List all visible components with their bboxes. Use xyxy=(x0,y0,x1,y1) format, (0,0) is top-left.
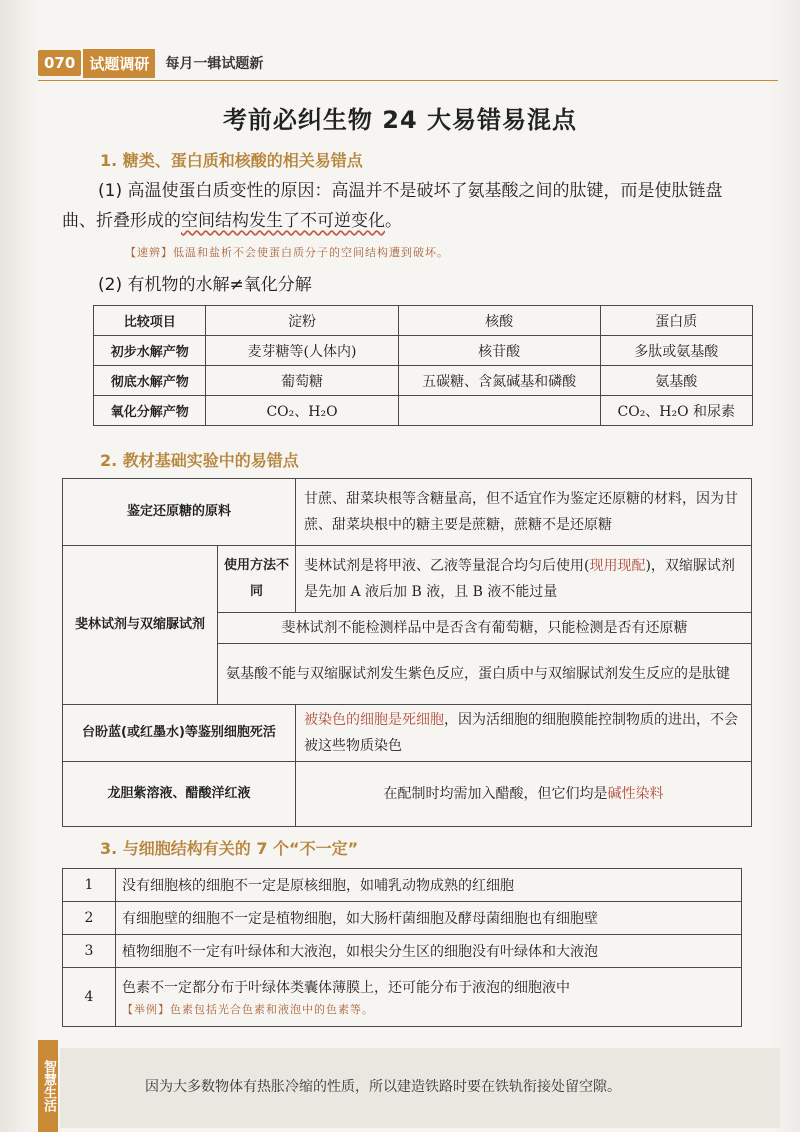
item1-text-c: 。 xyxy=(385,211,402,231)
page-title: 考前必纠生物 24 大易错易混点 xyxy=(222,106,578,134)
table-cell xyxy=(398,396,600,426)
text-emphasis: 被染色的细胞是死细胞 xyxy=(304,712,444,728)
table-row xyxy=(63,869,742,902)
footer-text: 因为大多数物体有热胀冷缩的性质，所以建造铁路时要在铁轨衔接处留空隙。 xyxy=(145,1079,621,1095)
table-cell: 多肽或氨基酸 xyxy=(600,336,752,366)
table-cell: 氨基酸 xyxy=(600,366,752,396)
table-cell: 龙胆紫溶液、醋酸洋红液 xyxy=(63,762,296,827)
table-cell: 五碳糖、含氮碱基和磷酸 xyxy=(398,366,600,396)
table-cell: 核苷酸 xyxy=(398,336,600,366)
section-heading-2: 2. 教材基础实验中的易错点 xyxy=(100,451,299,470)
table-cell: 氧化分解产物 xyxy=(94,396,206,426)
table-cell: 台盼蓝(或红墨水)等鉴别细胞死活 xyxy=(63,705,296,762)
table-cell xyxy=(116,968,742,1027)
table-row xyxy=(94,396,753,426)
text-emphasis: 碱性染料 xyxy=(607,786,664,802)
table-row xyxy=(63,546,752,613)
table-cell: 没有细胞核的细胞不一定是原核细胞，如哺乳动物成熟的红细胞 xyxy=(116,869,742,902)
item1-text-emphasis: 空间结构发生了不可逆变化 xyxy=(181,211,385,231)
table-header-cell: 比较项目 xyxy=(94,306,206,336)
table-cell xyxy=(296,546,752,613)
table-row xyxy=(94,366,753,396)
row-text: 色素不一定都分布于叶绿体类囊体薄膜上，还可能分布于液泡的细胞液中 xyxy=(122,980,570,996)
table-cell: 斐林试剂与双缩脲试剂 xyxy=(63,546,218,705)
table-row xyxy=(63,705,752,762)
text-emphasis: 现用现配 xyxy=(589,558,646,574)
table-cell: 使用方法不同 xyxy=(217,546,295,613)
table-cell: 葡萄糖 xyxy=(206,366,398,396)
table-cell xyxy=(296,762,752,827)
header-subtitle: 每月一辑试题新 xyxy=(165,56,264,72)
table-cell: 彻底水解产物 xyxy=(94,366,206,396)
table-cell: CO₂、H₂O 和尿素 xyxy=(600,396,752,426)
row-number: 2 xyxy=(63,902,116,935)
table-cell: 有细胞壁的细胞不一定是植物细胞，如大肠杆菌细胞及酵母菌细胞也有细胞壁 xyxy=(116,902,742,935)
text-span: )，双缩脲试剂是先加 A 液后加 B 液，且 B 液不能过量 xyxy=(304,558,735,600)
table-cell: 氨基酸不能与双缩脲试剂发生紫色反应，蛋白质中与双缩脲试剂发生反应的是肽键 xyxy=(217,644,751,705)
table-header-cell: 淀粉 xyxy=(206,306,398,336)
table-cell: 初步水解产物 xyxy=(94,336,206,366)
table-cell: CO₂、H₂O xyxy=(206,396,398,426)
table-cell: 麦芽糖等(人体内) xyxy=(206,336,398,366)
footer-tab: 智慧生活 xyxy=(38,1040,58,1132)
row-number: 4 xyxy=(63,968,116,1027)
text-span: 斐林试剂是将甲液、乙液等量混合均匀后使用( xyxy=(304,558,590,574)
page-header xyxy=(38,48,263,78)
table-cell: 鉴定还原糖的原料 xyxy=(63,479,296,546)
row-number: 3 xyxy=(63,935,116,968)
table-row xyxy=(63,935,742,968)
row-note: 【举例】色素包括光合色素和液泡中的色素等。 xyxy=(122,1003,374,1016)
item1-note: 【速辨】低温和盐析不会使蛋白质分子的空间结构遭到破坏。 xyxy=(125,246,449,259)
text-span: ，因为活细胞的细胞膜能控制物质的进出，不会被这些物质染色 xyxy=(304,712,738,754)
item2-heading: (2) 有机物的水解≠氧化分解 xyxy=(98,275,312,295)
table-row xyxy=(94,336,753,366)
table-header-cell: 蛋白质 xyxy=(600,306,752,336)
section-tag: 试题调研 xyxy=(83,49,155,78)
section-heading-1: 1. 糖类、蛋白质和核酸的相关易错点 xyxy=(100,151,363,170)
table-row xyxy=(63,902,742,935)
table-row xyxy=(63,762,752,827)
table-header-row xyxy=(94,306,753,336)
page-number: 070 xyxy=(38,50,81,76)
table-row xyxy=(63,968,742,1027)
table-row xyxy=(63,479,752,546)
table-cell xyxy=(296,705,752,762)
table-cell: 植物细胞不一定有叶绿体和大液泡，如根尖分生区的细胞没有叶绿体和大液泡 xyxy=(116,935,742,968)
text-span: 在配制时均需加入醋酸，但它们均是 xyxy=(383,786,608,802)
section-heading-3: 3. 与细胞结构有关的 7 个“不一定” xyxy=(100,839,359,858)
experiment-table xyxy=(62,478,752,827)
row-number: 1 xyxy=(63,869,116,902)
table-header-cell: 核酸 xyxy=(398,306,600,336)
hydrolysis-table xyxy=(93,305,753,426)
header-divider xyxy=(38,80,778,81)
item1-text-a: 高温并不是破坏了氨基酸之间的肽键，而是使肽链盘曲、折叠形成的 xyxy=(62,181,723,231)
item1-lead: (1) 高温使蛋白质变性的原因： xyxy=(98,181,332,201)
table-cell: 甘蔗、甜菜块根等含糖量高，但不适宜作为鉴定还原糖的材料，因为甘蔗、甜菜块根中的糖主要是蔗糖，蔗糖不是还原糖 xyxy=(296,479,752,546)
table-cell: 斐林试剂不能检测样品中是否含有葡萄糖，只能检测是否有还原糖 xyxy=(217,613,751,644)
cell-structure-table xyxy=(62,868,742,1027)
item1-paragraph xyxy=(62,176,752,236)
